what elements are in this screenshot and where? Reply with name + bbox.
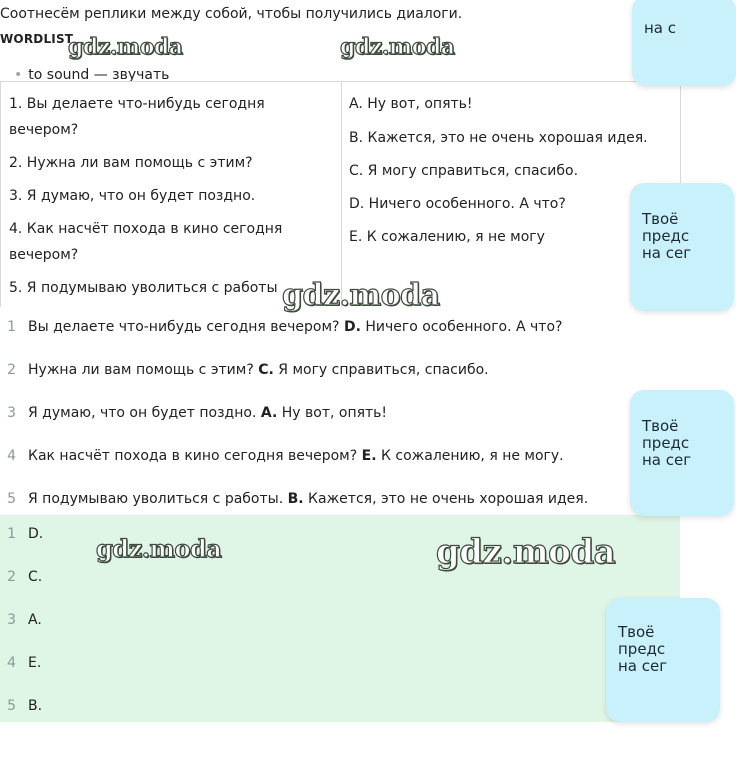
answer-text: Нужна ли вам помощь с этим? [28, 362, 254, 378]
popup-line-2: предс [642, 227, 690, 245]
answer-letter: E. [361, 448, 377, 464]
answer-reply: Ну вот, опять! [281, 405, 388, 421]
answer-letter: C. [28, 569, 43, 585]
table-left-column [0, 82, 342, 307]
answer-text: Я подумываю уволиться с работы. [28, 491, 284, 507]
answer-reply: Я могу справиться, спасибо. [278, 362, 489, 378]
answer-reply: Кажется, это не очень хорошая идея. [308, 491, 589, 507]
popup-line-1: Твоё [642, 417, 679, 435]
answer-number: 4 [7, 448, 16, 464]
answer-row [0, 360, 620, 380]
table-cell: 5. Я подумываю уволиться с работы [9, 280, 278, 296]
short-answer-row [0, 524, 43, 544]
table-cell: 2. Нужна ли вам помощь с этим? [9, 155, 253, 171]
promo-popup[interactable] [606, 598, 720, 722]
popup-line-2: предс [642, 434, 690, 452]
answer-row [0, 317, 620, 337]
watermark: gdz.moda [68, 34, 183, 60]
answer-number: 5 [7, 491, 16, 507]
answer-letter: D. [343, 319, 361, 335]
answer-letter: E. [28, 655, 42, 671]
short-answer-row [0, 610, 42, 630]
answer-number: 1 [7, 526, 16, 542]
answer-number: 3 [7, 405, 16, 421]
matching-table [0, 81, 680, 307]
popup-line-1: Твоё [642, 210, 679, 228]
table-cell: C. Я могу справиться, спасибо. [349, 163, 579, 179]
wordlist-title: WORDLIST [0, 32, 74, 46]
answer-number: 5 [7, 698, 16, 714]
answer-letter: D. [28, 526, 44, 542]
answer-row [0, 403, 620, 423]
answer-number: 1 [7, 319, 16, 335]
answer-letter: B. [28, 698, 43, 714]
popup-line-3: на сег [618, 657, 668, 675]
popup-line-3: на сег [642, 244, 692, 262]
answer-number: 2 [7, 362, 16, 378]
table-cell: 4. Как насчёт похода в кино сегодня вечером? [9, 221, 283, 263]
answer-row [0, 489, 620, 509]
table-cell: D. Ничего особенного. А что? [349, 196, 566, 212]
popup-text: на с [644, 19, 677, 37]
answer-reply: К сожалению, я не могу. [380, 448, 564, 464]
answer-letter: B. [287, 491, 304, 507]
promo-popup[interactable] [630, 183, 734, 311]
table-cell: 1. Вы делаете что-нибудь сегодня вечером? [9, 96, 265, 138]
watermark: gdz.moda [96, 534, 222, 563]
answer-text: Вы делаете что-нибудь сегодня вечером? [28, 319, 340, 335]
answer-letter: C. [258, 362, 274, 378]
bullet-icon: • [14, 67, 23, 83]
answer-number: 3 [7, 612, 16, 628]
promo-popup[interactable] [630, 390, 734, 516]
table-cell: 3. Я думаю, что он будет поздно. [9, 188, 256, 204]
watermark: gdz.moda [340, 34, 455, 60]
watermark: gdz.moda [436, 532, 616, 572]
answer-text: Как насчёт похода в кино сегодня вечером? [28, 448, 358, 464]
promo-popup[interactable] [632, 0, 736, 86]
short-answer-row [0, 653, 41, 673]
answer-text: Я думаю, что он будет поздно. [28, 405, 257, 421]
answer-reply: Ничего особенного. А что? [365, 319, 563, 335]
table-cell: E. К сожалению, я не могу [349, 229, 545, 245]
popup-line-1: Твоё [618, 623, 655, 641]
answer-number: 4 [7, 655, 16, 671]
popup-line-3: на сег [642, 451, 692, 469]
answer-number: 2 [7, 569, 16, 585]
wordlist-item-text: to sound — звучать [28, 67, 170, 83]
answer-letter: A. [260, 405, 278, 421]
watermark: gdz.moda [282, 278, 440, 313]
table-cell: A. Ну вот, опять! [349, 96, 473, 112]
short-answer-row [0, 567, 42, 587]
table-cell: B. Кажется, это не очень хорошая идея. [349, 130, 648, 146]
answer-row [0, 446, 620, 466]
wordlist-item [14, 67, 169, 81]
short-answer-row [0, 696, 42, 716]
popup-line-2: предс [618, 640, 666, 658]
task-instruction: Соотнесём реплики между собой, чтобы получились диалоги. [0, 6, 463, 22]
answer-letter: A. [28, 612, 42, 628]
